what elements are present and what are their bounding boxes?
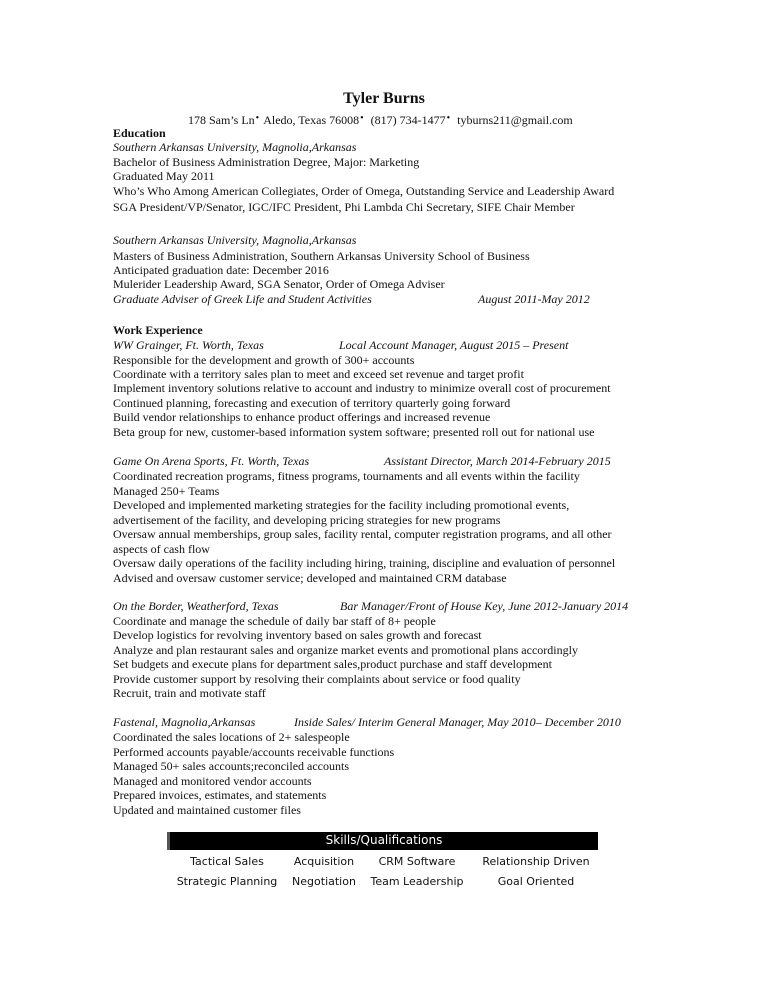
skill-item: CRM Software <box>378 855 456 868</box>
job-employer: WW Grainger, Ft. Worth, Texas <box>113 338 264 352</box>
job-duty: Build vendor relationships to enhance product offerings and increased revenue <box>113 410 491 424</box>
job-duty: Coordinate with a territory sales plan to meet and exceed set revenue and target profit <box>113 367 524 381</box>
job-duty: Continued planning, forecasting and execution of territory quarterly going forward <box>113 396 511 410</box>
skill-item: Team Leadership <box>370 875 464 888</box>
job-duty: Beta group for new, customer-based information system software; presented roll out for national use <box>113 425 595 439</box>
job-title: Inside Sales/ Interim General Manager, May 2010– December 2010 <box>294 715 621 729</box>
education-line: Graduated May 2011 <box>113 169 215 183</box>
candidate-name: Tyler Burns <box>343 90 425 107</box>
job-title: Assistant Director, March 2014-February 2015 <box>384 454 611 468</box>
contact-line <box>188 113 573 128</box>
job-duty: Coordinated the sales locations of 2+ salespeople <box>113 730 350 744</box>
contact-separator: • <box>446 113 451 124</box>
job-duty: Develop logistics for revolving inventory based on sales growth and forecast <box>113 628 482 642</box>
job-duty: Managed 50+ sales accounts;reconciled accounts <box>113 759 350 773</box>
education-line: Masters of Business Administration, Southern Arkansas University School of Business <box>113 249 530 263</box>
job-duty: Updated and maintained customer files <box>113 803 301 817</box>
job-title: Local Account Manager, August 2015 – Present <box>339 338 569 352</box>
job-duty: Coordinated recreation programs, fitness programs, tournaments and all events within the facility <box>113 469 580 483</box>
job-duty: Implement inventory solutions relative to account and industry to minimize overall cost of procurement <box>113 381 611 395</box>
job-employer: Fastenal, Magnolia,Arkansas <box>113 715 256 729</box>
skill-item: Relationship Driven <box>482 855 590 868</box>
job-duty: Performed accounts payable/accounts receivable functions <box>113 745 395 759</box>
work-heading: Work Experience <box>113 323 203 337</box>
education-line: Mulerider Leadership Award, SGA Senator, Order of Omega Adviser <box>113 277 445 291</box>
education-school-1: Southern Arkansas University, Magnolia,Arkansas <box>113 140 357 154</box>
job-employer: On the Border, Weatherford, Texas <box>113 599 279 613</box>
skills-heading: Skills/Qualifications <box>325 833 443 847</box>
education-line: SGA President/VP/Senator, IGC/IFC President, Phi Lambda Chi Secretary, SIFE Chair Member <box>113 200 575 214</box>
contact-separator: • <box>360 113 364 124</box>
job-duty: aspects of cash flow <box>113 542 210 556</box>
job-duty: Advised and oversaw customer service; developed and maintained CRM database <box>113 571 507 585</box>
contact-phone: (817) 734-1477 <box>370 113 446 127</box>
contact-address: 178 Sam’s Ln <box>188 113 255 127</box>
skill-item: Tactical Sales <box>190 855 264 868</box>
adviser-dates: August 2011-May 2012 <box>478 292 590 306</box>
job-duty: Oversaw daily operations of the facility including hiring, training, discipline and evaluation of personnel <box>113 556 616 570</box>
education-line: Who’s Who Among American Collegiates, Order of Omega, Outstanding Service and Leadership Award <box>113 184 615 198</box>
job-duty: advertisement of the facility, and developing pricing strategies for new programs <box>113 513 501 527</box>
skill-item: Negotiation <box>292 875 356 888</box>
contact-email[interactable]: tyburns211@gmail.com <box>457 113 573 127</box>
contact-separator: • <box>255 113 260 124</box>
job-duty: Developed and implemented marketing strategies for the facility including promotional events, <box>113 498 570 512</box>
job-duty: Managed and monitored vendor accounts <box>113 774 312 788</box>
job-duty: Coordinate and manage the schedule of daily bar staff of 8+ people <box>113 614 436 628</box>
contact-city: Aledo, Texas 76008 <box>263 113 360 127</box>
job-employer: Game On Arena Sports, Ft. Worth, Texas <box>113 454 310 468</box>
skill-item: Acquisition <box>293 855 355 868</box>
education-line: Bachelor of Business Administration Degree, Major: Marketing <box>113 155 420 169</box>
job-duty: Oversaw annual memberships, group sales, facility rental, computer registration programs, and all other <box>113 527 612 541</box>
adviser-role: Graduate Adviser of Greek Life and Student Activities <box>113 292 372 306</box>
job-duty: Analyze and plan restaurant sales and organize market events and promotional plans accordingly <box>113 643 578 657</box>
job-duty: Responsible for the development and growth of 300+ accounts <box>113 353 415 367</box>
job-title: Bar Manager/Front of House Key, June 2012-January 2014 <box>340 599 629 613</box>
education-school-2: Southern Arkansas University, Magnolia,Arkansas <box>113 233 357 247</box>
education-heading: Education <box>113 126 166 140</box>
job-duty: Provide customer support by resolving their complaints about service or food quality <box>113 672 521 686</box>
skill-item: Strategic Planning <box>176 875 278 888</box>
job-duty: Prepared invoices, estimates, and statements <box>113 788 327 802</box>
education-line: Anticipated graduation date: December 2016 <box>113 263 329 277</box>
job-duty: Set budgets and execute plans for department sales,product purchase and staff development <box>113 657 552 671</box>
job-duty: Recruit, train and motivate staff <box>113 686 266 700</box>
skills-heading-bar <box>167 832 598 850</box>
job-duty: Managed 250+ Teams <box>113 484 220 498</box>
skill-item: Goal Oriented <box>497 875 575 888</box>
